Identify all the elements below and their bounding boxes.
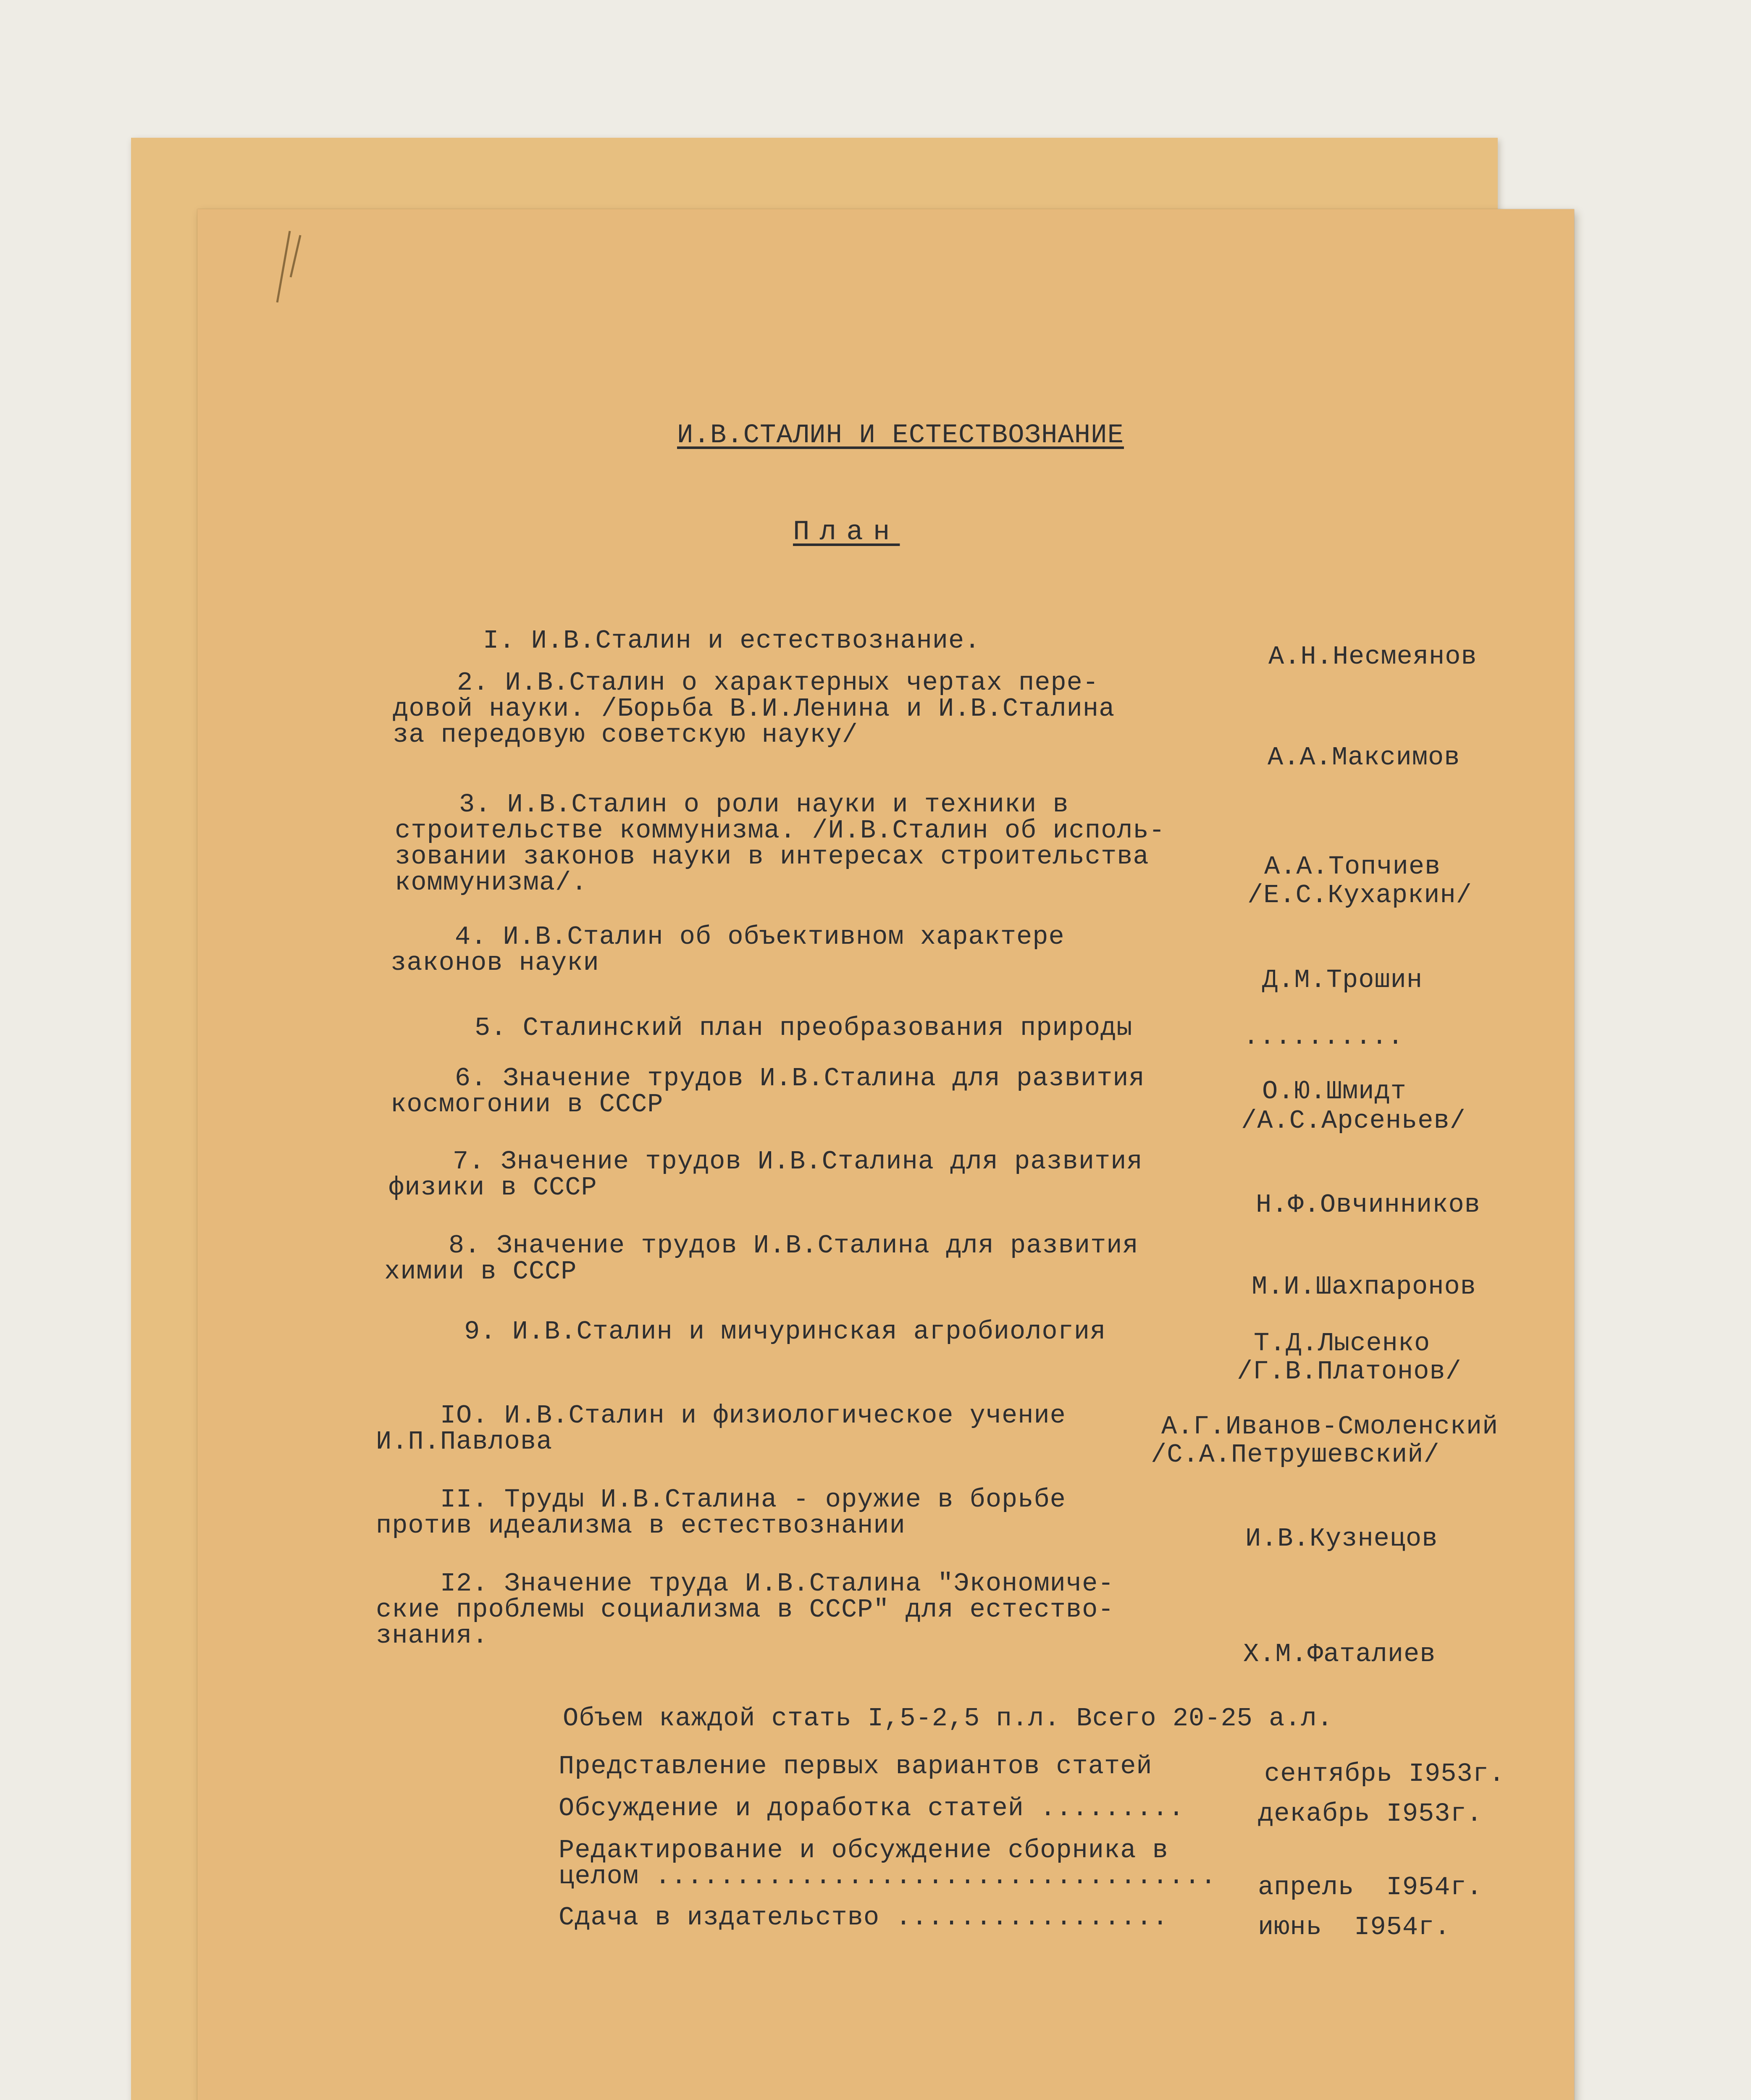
schedule-task-1: Представление первых вариантов статей — [559, 1751, 1152, 1781]
plan-item-10-author-1: А.Г.Иванов-Смоленский — [1161, 1412, 1499, 1441]
plan-item-9-author-2: /Г.В.Платонов/ — [1237, 1357, 1462, 1386]
schedule-date-1: сентябрь I953г. — [1264, 1759, 1505, 1789]
document-subtitle: План — [793, 516, 900, 548]
plan-item-5-author-1: .......... — [1243, 1022, 1404, 1052]
plan-item-7-author-1: Н.Ф.Овчинников — [1256, 1190, 1481, 1220]
plan-item-2-author-1: А.А.Максимов — [1268, 743, 1460, 772]
schedule-date-2: декабрь I953г. — [1258, 1799, 1483, 1829]
plan-item-11: II. Труды И.В.Сталина - оружие в борьбе против идеализма в естествознании — [376, 1485, 1066, 1541]
plan-item-8: 8. Значение трудов И.В.Сталина для развития химии в СССР — [384, 1231, 1139, 1286]
plan-item-1-author-1: А.Н.Несмеянов — [1268, 642, 1477, 672]
plan-item-3-author-1: А.А.Топчиев — [1264, 852, 1441, 882]
plan-item-7: 7. Значение трудов И.В.Сталина для развития физики в СССР — [389, 1147, 1143, 1202]
schedule-date-3: апрель I954г. — [1258, 1872, 1483, 1902]
plan-item-4: 4. И.В.Сталин об объективном характере законов науки — [391, 922, 1065, 978]
schedule-task-3: Редактирование и обсуждение сборника в целом ................................... — [559, 1835, 1217, 1891]
plan-item-11-author-1: И.В.Кузнецов — [1245, 1524, 1438, 1554]
plan-item-4-author-1: Д.М.Трошин — [1262, 965, 1423, 995]
paper-crease-mark — [260, 227, 311, 311]
plan-item-12: I2. Значение труда И.В.Сталина "Экономиче- ские проблемы социализма в СССР" для естество- знания. — [376, 1569, 1114, 1651]
plan-item-3: 3. И.В.Сталин о роли науки и техники в строительстве коммунизма. /И.В.Сталин об исполь- зовании законов науки в интересах строительства коммунизма/. — [395, 790, 1165, 898]
plan-item-10: IO. И.В.Сталин и физиологическое учение И.П.Павлова — [376, 1401, 1066, 1457]
plan-item-1: I. И.В.Сталин и естествознание. — [483, 626, 981, 656]
plan-item-9-author-1: Т.Д.Лысенко — [1254, 1328, 1431, 1358]
plan-item-12-author-1: Х.М.Фаталиев — [1243, 1639, 1436, 1669]
plan-item-2: 2. И.В.Сталин о характерных чертах пере- довой науки. /Борьба В.И.Ленина и И.В.Сталина за передовую советскую науку/ — [393, 668, 1115, 750]
schedule-task-4: Сдача в издательство ................. — [559, 1903, 1168, 1932]
plan-item-3-author-2: /Е.С.Кухаркин/ — [1247, 880, 1472, 910]
plan-item-8-author-1: М.И.Шахпаронов — [1252, 1272, 1476, 1302]
plan-item-9: 9. И.В.Сталин и мичуринская агробиология — [464, 1317, 1106, 1347]
plan-item-6-author-1: О.Ю.Шмидт — [1262, 1076, 1407, 1106]
document-title: И.В.СТАЛИН И ЕСТЕСТВОЗНАНИЕ — [677, 420, 1124, 451]
plan-item-6: 6. Значение трудов И.В.Сталина для развития космогонии в СССР — [391, 1063, 1145, 1119]
schedule-date-4: июнь I954г. — [1258, 1912, 1451, 1942]
schedule-task-2: Обсуждение и доработка статей ......... — [559, 1793, 1185, 1823]
volume-note: Объем каждой стать I,5-2,5 п.л. Всего 20-25 а.л. — [563, 1704, 1333, 1733]
plan-item-6-author-2: /А.С.Арсеньев/ — [1241, 1106, 1466, 1136]
plan-item-5: 5. Сталинский план преобразования природы — [475, 1013, 1133, 1043]
plan-item-10-author-2: /С.А.Петрушевский/ — [1151, 1440, 1440, 1470]
